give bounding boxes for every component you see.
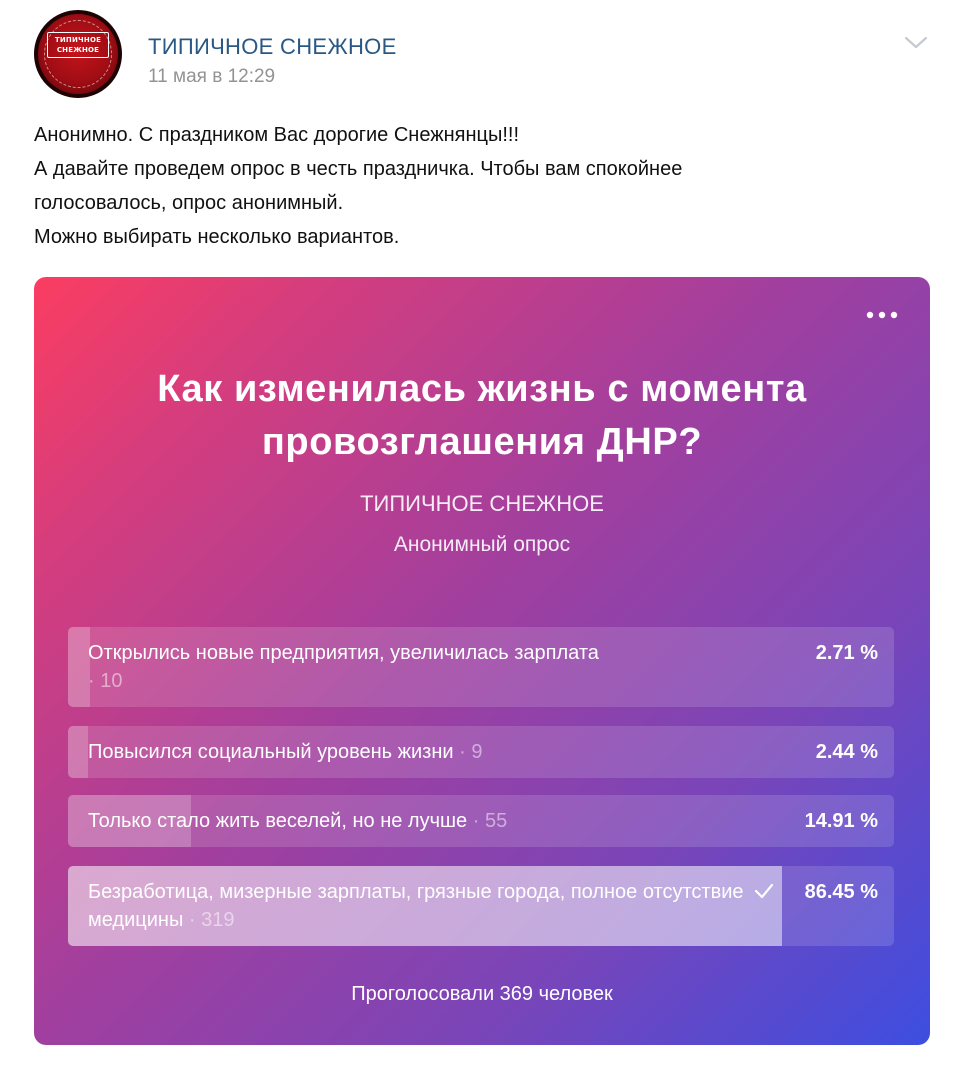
poll-option-label (88, 738, 758, 766)
poll-owner[interactable]: ТИПИЧНОЕ СНЕЖНОЕ (360, 491, 604, 516)
poll-option-text: Только стало жить веселей, но не лучше (88, 810, 468, 832)
poll-option-label (88, 807, 758, 835)
poll-option-percent: 2.71 % (815, 642, 878, 664)
poll-option-label (88, 639, 758, 695)
poll-option-label (88, 878, 758, 934)
poll-option-count: · 319 (188, 909, 235, 931)
poll-option-bar (68, 726, 88, 778)
post-text (34, 118, 924, 254)
post-text-line: Анонимно. С праздником Вас дорогие Снежнянцы!!! (34, 124, 520, 146)
poll-total-votes[interactable]: Проголосовали 369 человек (351, 983, 613, 1005)
poll-option-count: · 55 (472, 810, 508, 832)
poll-card (34, 277, 930, 1045)
check-icon (754, 882, 774, 900)
poll-option-percent: 86.45 % (804, 881, 878, 903)
poll-option[interactable] (68, 627, 894, 707)
avatar-text-1: ТИПИЧНОЕ (54, 36, 102, 44)
poll-title (74, 363, 890, 469)
poll-option[interactable] (68, 726, 894, 778)
poll-type: Анонимный опрос (393, 533, 571, 556)
avatar-logo (47, 32, 109, 58)
poll-option[interactable] (68, 795, 894, 847)
poll-option-text: Безработица, мизерные зарплаты, грязные города, полное отсутствие медицины (88, 881, 744, 931)
poll-option-count: · 10 (88, 670, 123, 692)
more-dots-icon[interactable] (862, 305, 902, 325)
poll-option-text: Открылись новые предприятия, увеличилась зарплата (88, 642, 599, 664)
author-link[interactable]: ТИПИЧНОЕ СНЕЖНОЕ (148, 34, 397, 59)
poll-option-percent: 2.44 % (815, 741, 878, 763)
post-text-line: голосовалось, опрос анонимный. (34, 192, 344, 214)
post-date[interactable]: 11 мая в 12:29 (148, 66, 276, 87)
poll-option-text: Повысился социальный уровень жизни (88, 741, 454, 763)
post-text-line: А давайте проведем опрос в честь праздничка. Чтобы вам спокойнее (34, 158, 683, 180)
avatar[interactable] (34, 10, 122, 98)
poll-title-line: Как изменилась жизнь с момента (157, 368, 807, 410)
poll-option-percent: 14.91 % (804, 810, 878, 832)
post-header (34, 10, 934, 100)
poll-option[interactable] (68, 866, 894, 946)
poll-title-line: провозглашения ДНР? (261, 421, 703, 463)
chevron-down-icon[interactable] (902, 32, 930, 52)
poll-option-count: · 9 (459, 741, 483, 763)
avatar-text-2: СНЕЖНОЕ (56, 46, 100, 54)
post-text-line: Можно выбирать несколько вариантов. (34, 226, 400, 248)
